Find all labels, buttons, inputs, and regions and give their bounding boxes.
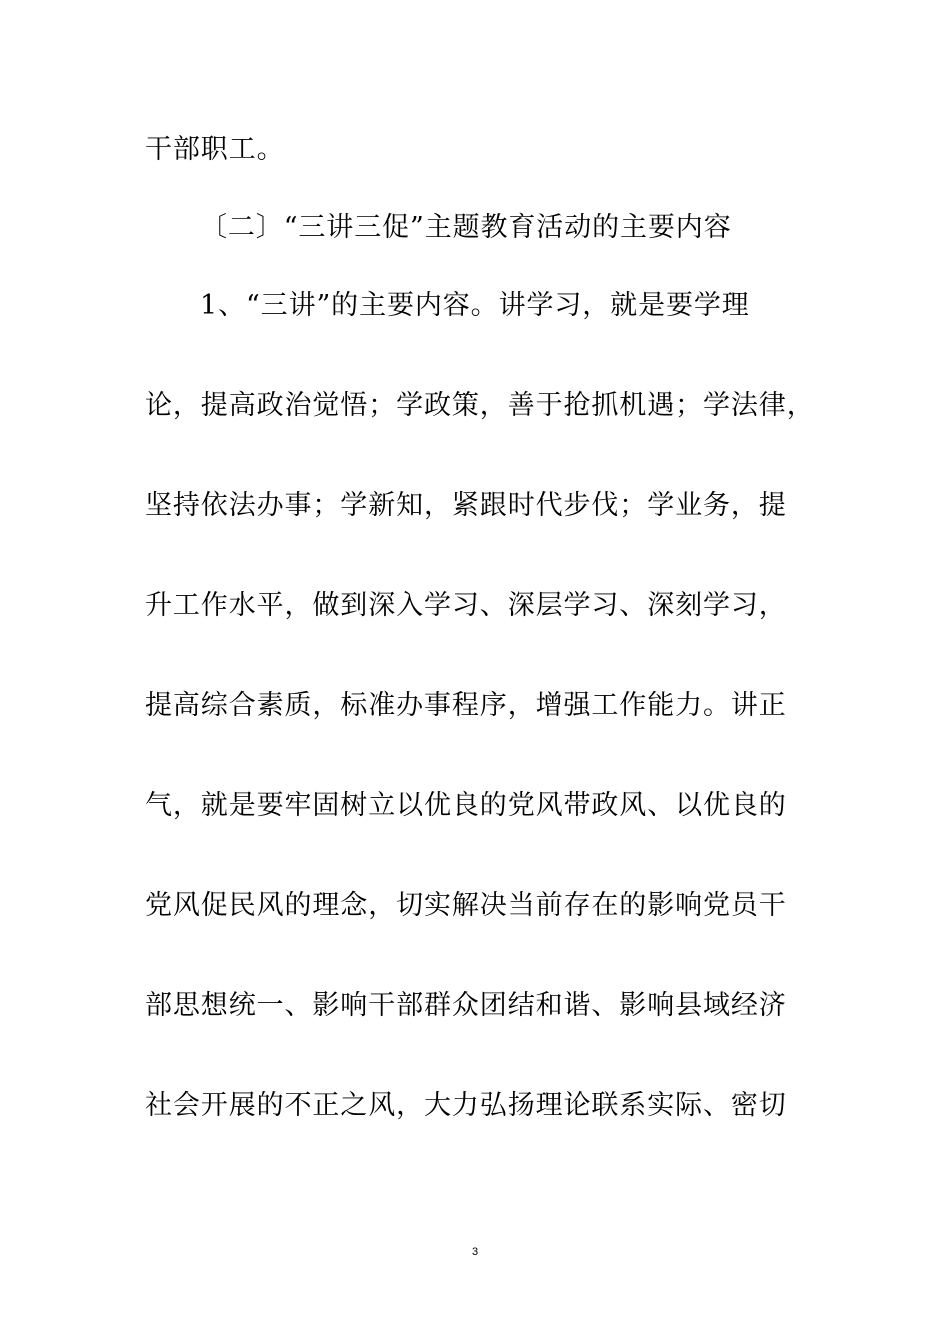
body-line-4: 论，提高政治觉悟；学政策，善于抢抓机遇；学法律， bbox=[145, 390, 815, 421]
body-line-7: 提高综合素质，标准办事程序，增强工作能力。讲正 bbox=[145, 690, 787, 721]
body-line-3: 1、“三讲”的主要内容。讲学习，就是要学理 bbox=[200, 290, 750, 321]
page-number: 3 bbox=[471, 1246, 479, 1258]
body-line-5: 坚持依法办事；学新知，紧跟时代步伐；学业务，提 bbox=[145, 490, 787, 521]
body-line-9: 党风促民风的理念，切实解决当前存在的影响党员干 bbox=[145, 890, 787, 921]
body-line-8: 气，就是要牢固树立以优良的党风带政风、以优良的 bbox=[145, 790, 787, 821]
body-line-6: 升工作水平，做到深入学习、深层学习、深刻学习， bbox=[145, 590, 787, 621]
section-heading: 〔二〕“三讲三促”主题教育活动的主要内容 bbox=[200, 212, 732, 243]
body-line-1: 干部职工。 bbox=[145, 134, 285, 165]
body-line-11: 社会开展的不正之风，大力弘扬理论联系实际、密切 bbox=[145, 1090, 787, 1121]
body-line-10: 部思想统一、影响干部群众团结和谐、影响县域经济 bbox=[145, 990, 787, 1021]
